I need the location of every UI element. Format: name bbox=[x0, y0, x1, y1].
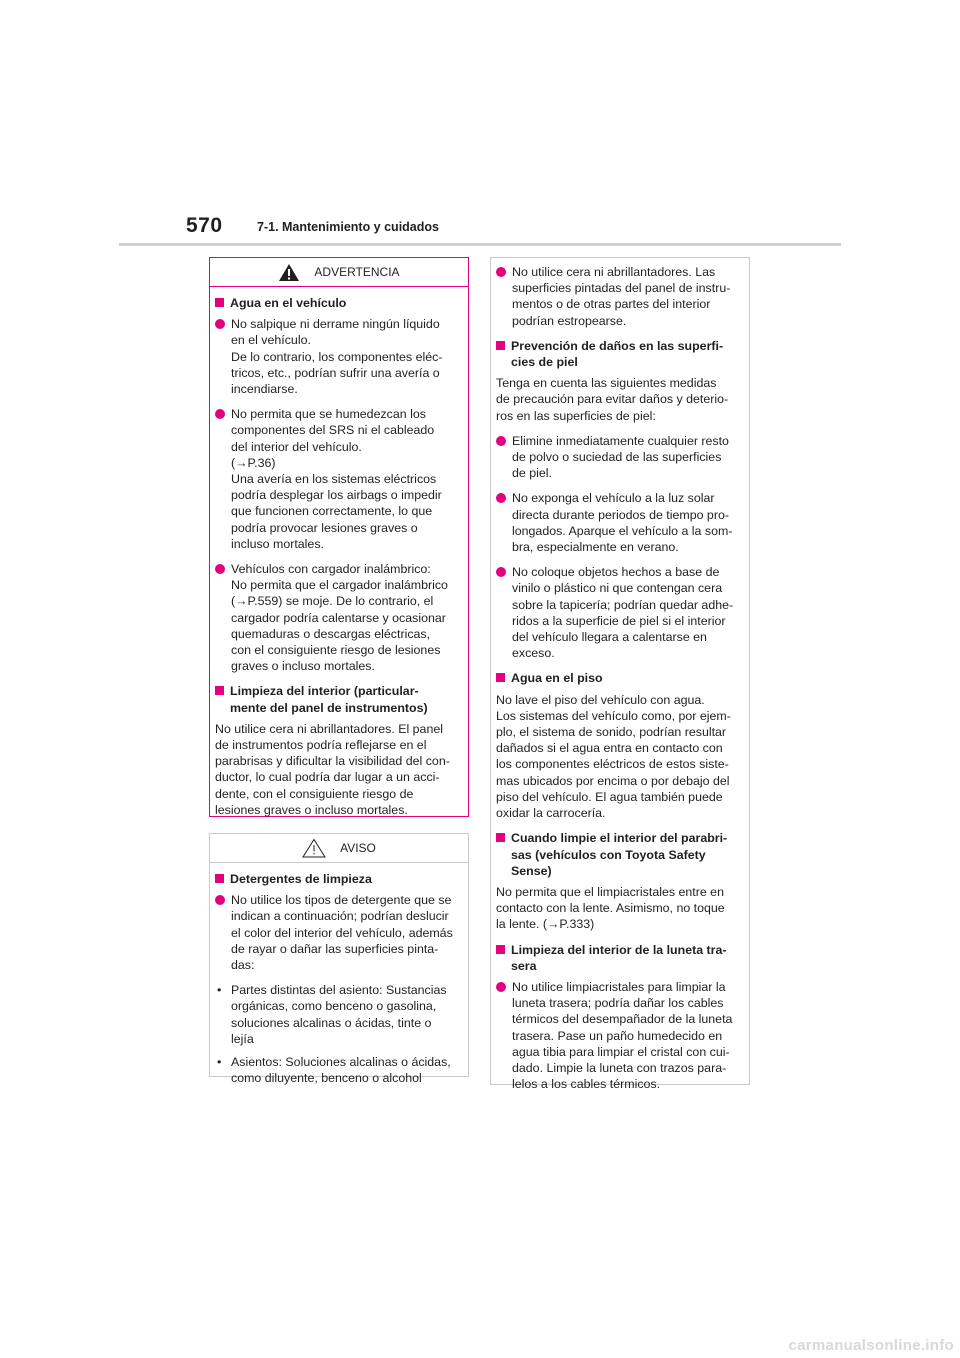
warning-paragraph: No utilice cera ni abrillantadores. El panel de instrumentos podría reflejarse en el parabrisas y dificultar la visibilidad del con- ductor, lo cual podría dar lugar a un acci- dente, con el consiguiente riesgo de lesiones graves o incluso mortales. bbox=[215, 721, 450, 817]
warning-triangle-icon bbox=[278, 263, 300, 282]
right-heading-windshield: Cuando limpie el interior del parabri- sas (vehículos con Toyota Safety Sense) bbox=[496, 830, 741, 879]
header-rule bbox=[119, 243, 841, 246]
right-bullet-2: Elimine inmediatamente cualquier resto de polvo o suciedad de las superficies de piel. bbox=[496, 433, 741, 482]
right-heading-leather: Prevención de daños en las superfi- cies de piel bbox=[496, 338, 741, 370]
warning-heading-interior: Limpieza del interior (particular- mente del panel de instrumentos) bbox=[215, 683, 462, 715]
warning-box bbox=[209, 257, 469, 817]
caution-triangle-icon bbox=[302, 838, 326, 858]
page-number: 570 bbox=[186, 214, 223, 237]
right-bullet-4: No coloque objetos hechos a base de vinilo o plástico ni que contengan cera sobre la tapicería; podrían quedar adhe- ridos a la superficie de piel si el interior del vehículo llegara a calentarse en exceso. bbox=[496, 564, 741, 661]
watermark: carmanualsonline.info bbox=[788, 1337, 954, 1354]
right-paragraph-2: No lave el piso del vehículo con agua. Los sistemas del vehículo como, por ejem- plo, el sistema de sonido, podrían resultar dañados si el agua entra en contacto con los componentes eléctricos de estos siste- mas ubicados por encima o por debajo del piso del vehículo. El agua también puede oxidar la carrocería. bbox=[496, 692, 731, 821]
warning-bullet-1: No salpique ni derrame ningún líquido en el vehículo. De lo contrario, los componentes eléc- tricos, etc., podrían sufrir una avería o incendiarse. bbox=[215, 316, 462, 397]
right-bullet-1: No utilice cera ni abrillantadores. Las superficies pintadas del panel de instru- mentos o de otras partes del interior podrían estropearse. bbox=[496, 264, 741, 329]
warning-box-header bbox=[210, 258, 468, 287]
section-title: 7-1. Mantenimiento y cuidados bbox=[257, 220, 439, 234]
warning-box-title: ADVERTENCIA bbox=[314, 265, 400, 279]
notice-box bbox=[209, 833, 469, 1086]
notice-box-header bbox=[210, 834, 468, 863]
warning-bullet-3: Vehículos con cargador inalámbrico: No permita que el cargador inalámbrico (→P.559) se moje. De lo contrario, el cargador podría calentarse y ocasionar quemaduras o descargas eléctricas, con el consiguiente riesgo de lesiones graves o incluso mortales. bbox=[215, 561, 462, 674]
right-bullet-3: No exponga el vehículo a la luz solar directa durante periodos de tiempo pro- longados. Aparque el vehículo a la som- bra, especialmente en verano. bbox=[496, 490, 741, 555]
right-paragraph-1: Tenga en cuenta las siguientes medidas de precaución para evitar daños y deterio- ros en las superficies de piel: bbox=[496, 376, 729, 423]
right-bullet-5: No utilice limpiacristales para limpiar la luneta trasera; podría dañar los cables térmicos del desempañador de la luneta trasera. Pase un paño humedecido en agua tibia para limpiar el cristal con cui- dado. Limpie la luneta con trazos para- lelos a los cables térmicos. bbox=[496, 979, 741, 1092]
notice-box-title: AVISO bbox=[340, 841, 376, 855]
notice-heading-detergents: Detergentes de limpieza bbox=[215, 871, 462, 887]
warning-heading-water: Agua en el vehículo bbox=[215, 295, 462, 311]
right-column-box bbox=[490, 257, 750, 1092]
warning-bullet-2: No permita que se humedezcan los componentes del SRS ni el cableado del interior del vehículo. (→P.36) Una avería en los sistemas eléctricos podría desplegar los airbags o impedir que funcionen correctamente, lo que podría provocar lesiones graves o incluso mortales. bbox=[215, 406, 462, 552]
notice-bullet-1: No utilice los tipos de detergente que se indican a continuación; podrían deslucir el color del interior del vehículo, además de rayar o dañar las superficies pinta- das: bbox=[215, 892, 462, 973]
notice-dash-item-2: • Asientos: Soluciones alcalinas o ácidas, como diluyente, benceno o alcohol bbox=[217, 1055, 451, 1086]
right-paragraph-3: No permita que el limpiacristales entre en contacto con la lente. Asimismo, no toque la lente. (→P.333) bbox=[496, 884, 725, 932]
notice-dash-item-1: • Partes distintas del asiento: Sustancias orgánicas, como benceno o gasolina, soluciones alcalinas o ácidas, tinte o lejía bbox=[217, 983, 447, 1046]
right-heading-floor: Agua en el piso bbox=[496, 670, 741, 686]
right-heading-rear-window: Limpieza del interior de la luneta tra- sera bbox=[496, 942, 741, 974]
